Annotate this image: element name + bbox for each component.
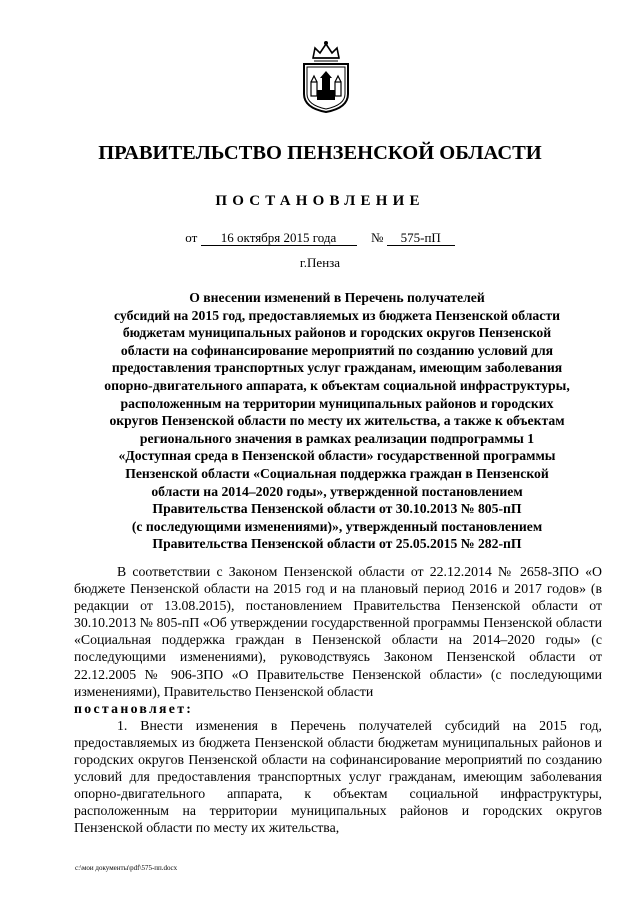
heading-line: регионального значения в рамках реализации подпрограммы 1 (139, 430, 535, 446)
heading-line: субсидий на 2015 год, предоставляемых из бюджета Пензенской области (114, 307, 560, 323)
heading-line: «Доступная среда в Пензенской области» государственной программы (118, 448, 556, 464)
heading-line: округов Пензенской области по месту их жительства, а также к объектам (109, 413, 565, 429)
heading-line: О внесении изменений в Перечень получателей (189, 290, 485, 305)
document-date: 16 октября 2015 года (201, 231, 357, 246)
heading-line: бюджетам муниципальных районов и городских округов Пензенской (122, 325, 552, 341)
date-number-line (0, 230, 640, 246)
document-type: ПОСТАНОВЛЕНИЕ (215, 193, 425, 209)
document-body (74, 563, 602, 837)
heading-line: области на софинансирование мероприятий по созданию условий для (120, 342, 554, 358)
preamble-paragraph: В соответствии с Законом Пензенской области от 22.12.2014 № 2658-ЗПО «О бюджете Пензенской области на 2015 год и на плановый период 2016 и 2017 годов» (в редакции от 13.08.2015), постановлением Правительства Пензенской области от 30.10.2013 № 805-пП «Об утверждении государственной программы Пензенской области «Социальная поддержка граждан в Пензенской области на 2014–2020 годы» (с последующими изменениями), руководствуясь Законом Пензенской области от 22.12.2005 № 906-ЗПО «О Правительстве Пензенской области» (с последующими изменениями), Правительство Пензенской области (74, 564, 602, 699)
document-number: 575-пП (387, 231, 455, 246)
heading-line: Пензенской области «Социальная поддержка граждан в Пензенской (125, 465, 549, 481)
heading-line: области на 2014–2020 годы», утвержденной постановлением (151, 483, 523, 499)
heading-line: (с последующими изменениями)», утвержденный постановлением (131, 518, 543, 534)
heading-line: расположенным на территории муниципальных районов и городских (120, 395, 554, 411)
date-prefix: от (185, 230, 198, 245)
heading-line: предоставления транспортных услуг гражданам, имеющим заболевания (111, 360, 563, 376)
heading-line: опорно-двигательного аппарата, к объектам социальной инфраструктуры, (104, 377, 570, 393)
decree-word: постановляет: (74, 700, 194, 716)
heading-line: Правительства Пензенской области от 30.10.2013 № 805-пП (152, 501, 522, 517)
item-1-paragraph: 1. Внести изменения в Перечень получателей субсидий на 2015 год, предоставляемых из бюджета Пензенской области бюджетам муниципальных районов и городских округов Пензенской области на софинансирование мероприятий по созданию условий для предоставления транспортных услуг гражданам, имеющим заболевания опорно-двигательного аппарата, к объектам социальной инфраструктуры, расположенным на территории муниципальных районов и городских округов Пензенской области по месту их жительства, (74, 717, 602, 836)
government-title: ПРАВИТЕЛЬСТВО ПЕНЗЕНСКОЙ ОБЛАСТИ (98, 142, 542, 164)
document-heading (75, 289, 599, 553)
penza-coat-of-arms-icon (299, 38, 353, 114)
heading-line: Правительства Пензенской области от 25.05.2015 № 282-пП (152, 536, 522, 552)
file-path-footer: c:\мои документы\pdf\575-пп.docx (75, 864, 178, 872)
document-city: г.Пенза (299, 255, 341, 270)
number-prefix: № (371, 230, 384, 245)
